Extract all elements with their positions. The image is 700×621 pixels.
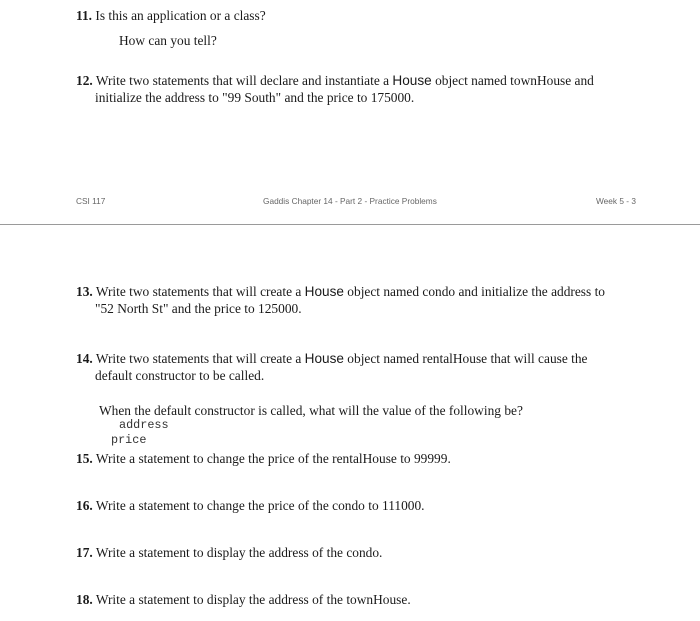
question-12-line-1: [76, 72, 594, 89]
question-number: 12.: [76, 73, 93, 88]
question-14-line-2: default constructor to be called.: [95, 368, 265, 383]
question-number: 15.: [76, 451, 93, 466]
question-text: Write a statement to display the address of the townHouse.: [95, 592, 411, 607]
question-text: object named townHouse and: [431, 73, 594, 88]
question-16: [76, 497, 425, 514]
question-text: Write two statements that will create a: [95, 284, 305, 299]
question-12-line-2: initialize the address to "99 South" and the price to 175000.: [95, 90, 415, 105]
question-text: Write a statement to change the price of the rentalHouse to 99999.: [95, 451, 451, 466]
question-number: 11.: [76, 8, 92, 23]
question-17: [76, 544, 382, 561]
footer-week: Week 5 - 3: [596, 196, 636, 206]
footer-title: Gaddis Chapter 14 - Part 2 - Practice Problems: [263, 196, 437, 206]
question-text: Write two statements that will create a: [95, 351, 305, 366]
question-text: Write a statement to display the address of the condo.: [95, 545, 383, 560]
question-18: [76, 591, 411, 608]
question-number: 18.: [76, 592, 93, 607]
question-text: Write a statement to change the price of the condo to 111000.: [95, 498, 425, 513]
question-text: object named condo and initialize the address to: [343, 284, 605, 299]
field-address: address: [119, 418, 169, 432]
question-text: Is this an application or a class?: [95, 8, 266, 23]
question-number: 17.: [76, 545, 93, 560]
field-price: price: [111, 433, 147, 447]
class-name: House: [392, 73, 432, 88]
question-14-followup: When the default constructor is called, what will the value of the following be?: [99, 403, 523, 418]
question-13-line-1: [76, 283, 605, 300]
question-11: [76, 7, 266, 24]
question-text: Write two statements that will declare and instantiate a: [95, 73, 393, 88]
question-text: object named rentalHouse that will cause the: [343, 351, 588, 366]
question-11-subquestion: How can you tell?: [119, 33, 217, 48]
question-number: 13.: [76, 284, 93, 299]
class-name: House: [304, 351, 344, 366]
question-number: 14.: [76, 351, 93, 366]
footer-course: CSI 117: [76, 196, 106, 206]
page-divider: [0, 224, 700, 225]
question-15: [76, 450, 451, 467]
question-13-line-2: "52 North St" and the price to 125000.: [95, 301, 302, 316]
class-name: House: [304, 284, 344, 299]
question-14-line-1: [76, 350, 588, 367]
question-number: 16.: [76, 498, 93, 513]
